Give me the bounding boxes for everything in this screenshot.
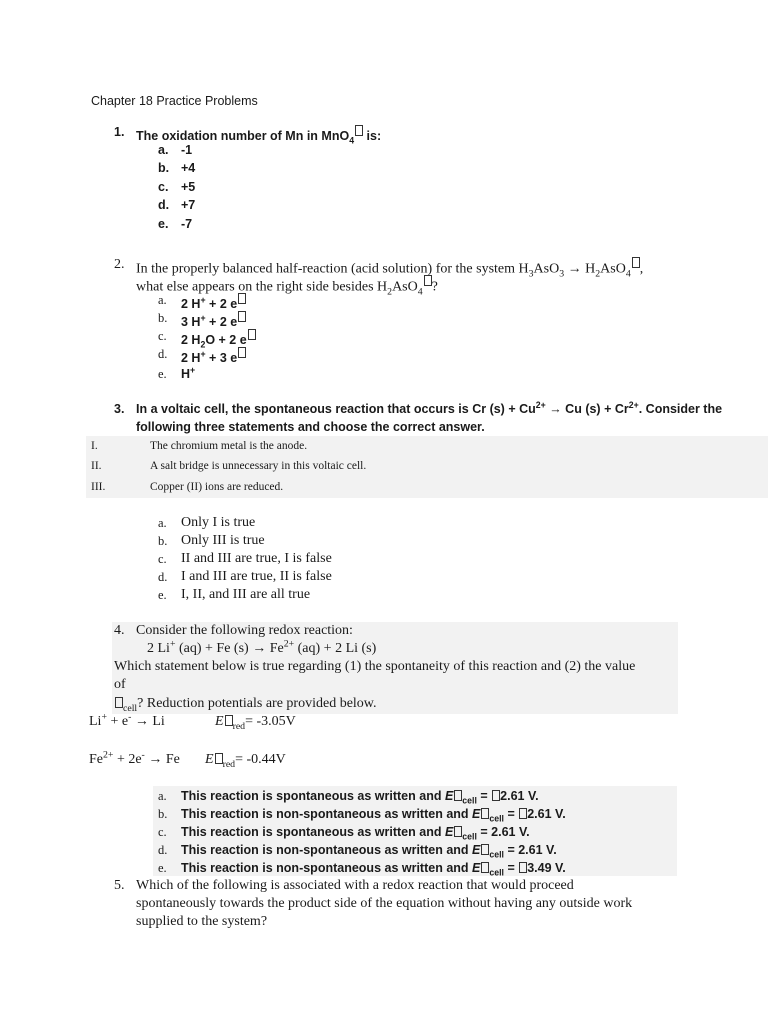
option-text: This reaction is non-spontaneous as written and E $_{cell}$ = 2.61 V. <box>181 807 566 824</box>
option-letter: d. <box>158 843 168 857</box>
question-text-line: Which statement below is true regarding (1) the spontaneity of this reaction and (2) the value <box>114 659 636 674</box>
option-letter: b. <box>158 807 168 821</box>
option-text: I and III are true, II is false <box>181 569 332 584</box>
option-text: -1 <box>181 143 193 157</box>
option-letter: c. <box>158 552 167 566</box>
reaction-equation: 2 Li+ (aq) + Fe $(s) \to Fe^{2+}$ (aq) + 2 Li (s) <box>147 638 377 656</box>
statement-text: A salt bridge is unnecessary in this voltaic cell. <box>150 460 367 472</box>
option-text: 3 H+ + 2 e <box>181 311 246 329</box>
option-letter: c. <box>158 180 169 194</box>
question-number: 1. <box>114 125 125 139</box>
option-text: +4 <box>181 161 196 175</box>
option-text: 2 H+ + 2 e <box>181 293 246 311</box>
question-text-line: following three statements and choose the correct answer. <box>136 420 485 434</box>
option-letter: e. <box>158 588 167 602</box>
half-reaction-li: Li+ + e- → Li <box>89 711 165 729</box>
option-text: H+ <box>181 364 196 381</box>
reduction-potential-fe: E $_{red}$= -0.44V <box>205 752 286 770</box>
question-number: 3. <box>114 402 125 416</box>
option-text: II and III are true, I is false <box>181 551 332 566</box>
question-text-line: spontaneously towards the product side of the equation without having any outside work <box>136 896 633 911</box>
option-text: 2 $H_2O + 2$ e <box>181 329 256 347</box>
option-letter: d. <box>158 347 168 361</box>
statement-text: Copper (II) ions are reduced. <box>150 481 284 493</box>
option-letter: b. <box>158 311 168 325</box>
option-text: +5 <box>181 180 196 194</box>
option-letter: b. <box>158 534 168 548</box>
option-letter: a. <box>158 789 167 803</box>
statement-number: II. <box>91 460 102 472</box>
question-number: 2. <box>114 257 125 272</box>
question-text-line: what else appears on the right side besides $H_2AsO_4$ ? <box>136 275 438 296</box>
question-number: 5. <box>114 878 125 893</box>
option-text: Only III is true <box>181 533 265 548</box>
option-letter: c. <box>158 825 167 839</box>
question-number: 4. <box>114 623 125 638</box>
option-text: I, II, and III are all true <box>181 587 311 602</box>
option-letter: a. <box>158 293 167 307</box>
statement-text: The chromium metal is the anode. <box>150 440 308 452</box>
option-text: This reaction is non-spontaneous as written and E $_{cell}$ = 2.61 V. <box>181 843 557 860</box>
option-letter: a. <box>158 516 167 530</box>
option-letter: e. <box>158 861 167 875</box>
half-reaction-fe: $Fe^{2+} + 2e^- \to Fe$ <box>89 749 180 767</box>
option-text: This reaction is non-spontaneous as written and E $_{cell}$ = 3.49 V. <box>181 861 566 878</box>
option-text: +7 <box>181 198 196 212</box>
option-letter: d. <box>158 570 168 584</box>
page-title: Chapter 18 Practice Problems <box>91 94 258 108</box>
option-letter: b. <box>158 161 170 175</box>
option-text: Only I is true <box>181 515 256 530</box>
question-text-line: In the properly balanced half-reaction (acid solution) for the system $H_3AsO_3 \to H_2AsO_4$ , <box>136 257 643 278</box>
option-letter: a. <box>158 143 169 157</box>
question-text: The oxidation number of Mn in MnO$_4$ is: <box>136 125 381 143</box>
reduction-potential-li: E $_{red}$= -3.05V <box>215 714 296 732</box>
option-text: 2 H+ + 3 e <box>181 347 246 365</box>
option-text: -7 <box>181 217 193 231</box>
option-letter: c. <box>158 329 167 343</box>
option-text: This reaction is spontaneous as written and E $_{cell}$ = 2.61 V. <box>181 789 539 806</box>
question-text-line: supplied to the system? <box>136 914 268 929</box>
question-text-line: of <box>114 677 126 692</box>
statement-number: I. <box>91 440 98 452</box>
option-text: This reaction is spontaneous as written and E $_{cell}$ = 2.61 V. <box>181 825 530 842</box>
question-text-line: Consider the following redox reaction: <box>136 623 353 638</box>
option-letter: e. <box>158 367 167 381</box>
question-text-line: $_{cell}$? Reduction potentials are provided below. <box>114 696 377 712</box>
option-letter: d. <box>158 198 170 212</box>
option-letter: e. <box>158 217 169 231</box>
question-text-line: In a voltaic cell, the spontaneous reaction that occurs is Cr $(s) + Cu^{2+} \to Cu$ $(s) + Cr^{2+}$. Consider the <box>136 399 723 416</box>
statement-number: III. <box>91 481 106 493</box>
question-text-line: Which of the following is associated with a redox reaction that would proceed <box>136 878 574 893</box>
